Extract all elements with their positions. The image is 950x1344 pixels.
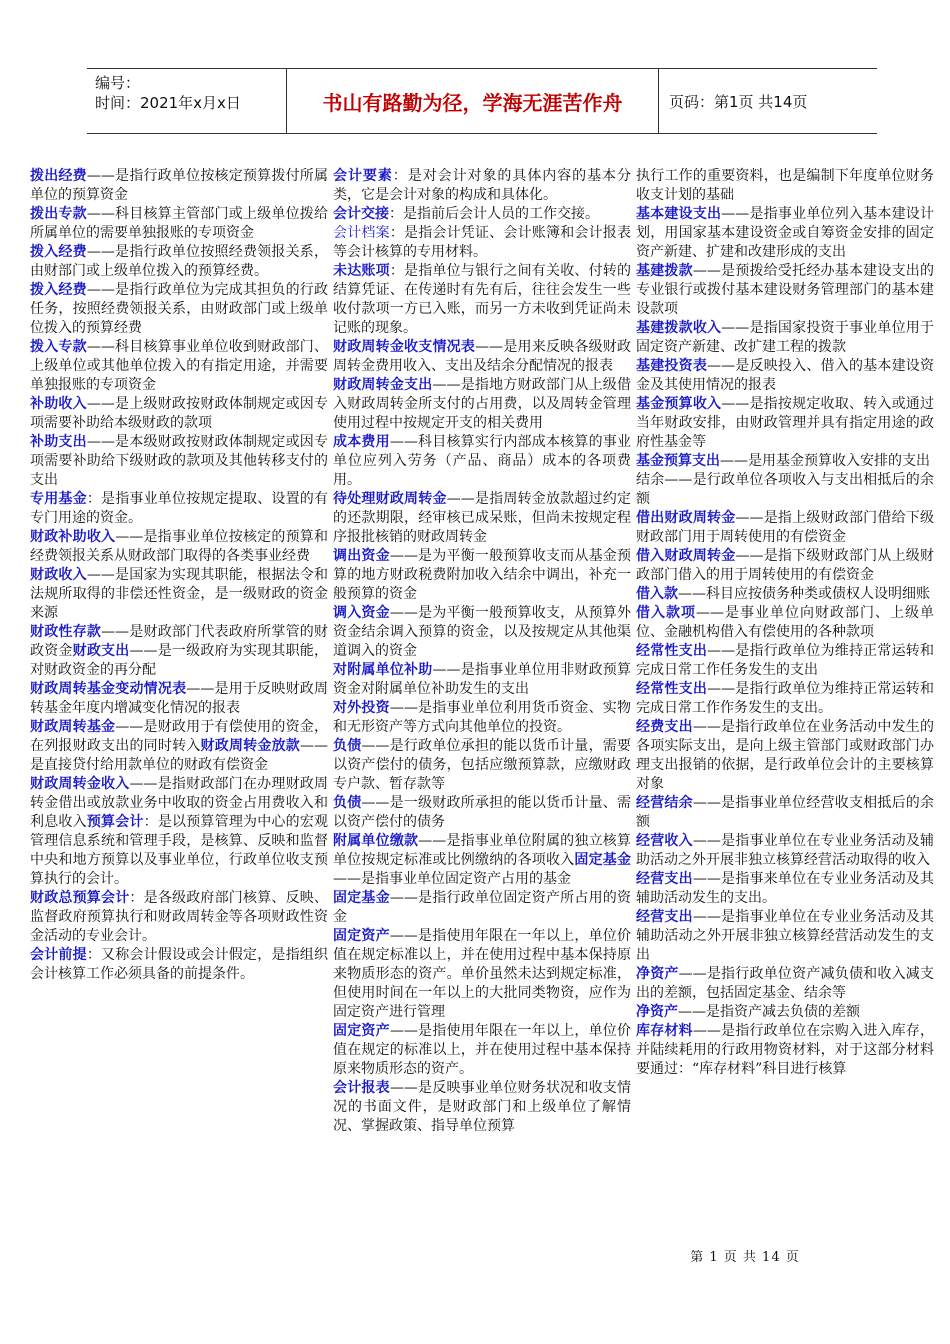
glossary-entry bbox=[30, 718, 328, 775]
glossary-definition: ——是为平衡一般预算收支，从预算外资金结余调入预算的资金，以及按规定从其他渠道调入的资金 bbox=[333, 605, 631, 659]
glossary-definition: ——是指事业单位用非财政预算资金对附属单位补助发生的支出 bbox=[333, 662, 631, 697]
glossary-term: 对外投资 bbox=[333, 700, 390, 716]
glossary-definition: ——是直接贷付给用款单位的财政有偿资金 bbox=[30, 738, 328, 773]
glossary-entry bbox=[636, 509, 934, 547]
document-time-label: 时间：2021年x月x日 bbox=[95, 94, 241, 112]
glossary-definition: ——是指事业单位列入基本建设计划，用国家基本建设资金或自筹资金安排的固定资产新建、扩建和改建形成的支出 bbox=[636, 206, 934, 260]
glossary-column-1 bbox=[30, 167, 328, 1217]
glossary-entry bbox=[30, 338, 328, 395]
glossary-entry bbox=[30, 433, 328, 490]
footer-page-number: 第 1 页 共 14 页 bbox=[690, 1250, 800, 1265]
glossary-entry bbox=[636, 680, 934, 718]
glossary-entry bbox=[636, 395, 934, 452]
glossary-entry bbox=[333, 832, 631, 889]
glossary-definition: ——是行政单位承担的能以货币计量，需要以资产偿付的债务，包括应缴预算款，应缴财政专户款、暂存款等 bbox=[333, 738, 631, 792]
glossary-definition: ——是指事业单位经营收支相抵后的余额 bbox=[636, 795, 934, 830]
glossary-entry bbox=[333, 1022, 631, 1079]
glossary-term: 经营支出 bbox=[636, 909, 693, 925]
glossary-term: 补助收入 bbox=[30, 396, 87, 412]
glossary-definition: ——是事业单位向财政部门、上级单位、金融机构借入有偿使用的各种款项 bbox=[636, 605, 934, 640]
glossary-term: 经费支出 bbox=[636, 719, 693, 735]
glossary-entry bbox=[333, 262, 631, 338]
glossary-definition: ——是用于反映财政周转基金年度内增减变化情况的报表 bbox=[30, 681, 328, 716]
glossary-definition: ——是上级财政按财政体制规定或因专项需要补助给本级财政的款项 bbox=[30, 396, 328, 431]
glossary-term: 固定资产 bbox=[333, 928, 390, 944]
header-page-label: 页码：第1页 共14页 bbox=[669, 92, 808, 111]
glossary-entry bbox=[30, 167, 328, 205]
glossary-term: 基建拨款 bbox=[636, 263, 693, 279]
glossary-definition: ——是指国家投资于事业单位用于固定资产新建、改扩建工程的拨款 bbox=[636, 320, 934, 355]
glossary-entry bbox=[30, 528, 328, 566]
glossary-entry bbox=[30, 281, 328, 338]
glossary-entry bbox=[333, 547, 631, 604]
glossary-term: 净资产 bbox=[636, 966, 679, 982]
glossary-entry bbox=[333, 604, 631, 661]
glossary-definition: ——是财政用于有偿使用的资金，在列报财政支出的同时转入 bbox=[30, 719, 328, 754]
glossary-entry bbox=[636, 262, 934, 319]
glossary-term: 专用基金 bbox=[30, 491, 87, 507]
glossary-column-3 bbox=[636, 167, 934, 1217]
glossary-entry bbox=[30, 490, 328, 528]
glossary-entry bbox=[333, 1079, 631, 1136]
glossary-definition: ——是反映投入、借入的基本建设资金及其使用情况的报表 bbox=[636, 358, 934, 393]
glossary-term: 基建投资表 bbox=[636, 358, 708, 374]
glossary-definition: ——是国家为实现其职能，根据法令和法规所取得的非偿还性资金，是一级财政的资金来源 bbox=[30, 567, 328, 621]
glossary-entry bbox=[333, 889, 631, 927]
glossary-entry bbox=[636, 965, 934, 1003]
glossary-definition: ——是指使用年限在一年以上，单位价值在规定标准以上，并在使用过程中基本保持原来物质形态的资产。单价虽然未达到规定标准，但使用时间在一年以上的大批同类物资，应作为固定资产进行管理 bbox=[333, 928, 631, 1020]
glossary-term: 库存材料 bbox=[636, 1023, 693, 1039]
glossary-term: 附属单位缴款 bbox=[333, 833, 419, 849]
page-header bbox=[87, 68, 877, 134]
glossary-entry bbox=[636, 585, 934, 604]
glossary-term: 财政周转金支出 bbox=[333, 377, 433, 393]
glossary-definition: ——是指按规定收取、转入或通过当年财政安排，由财政管理并具有指定用途的政府性基金等 bbox=[636, 396, 934, 450]
glossary-term: 预算会计 bbox=[86, 814, 144, 830]
glossary-entry bbox=[636, 832, 934, 870]
glossary-entry bbox=[333, 794, 631, 832]
glossary-definition: ：又称会计假设或会计假定，是指组织会计核算工作必须具备的前提条件。 bbox=[30, 947, 328, 982]
document-number-label: 编号： bbox=[95, 74, 141, 92]
glossary-definition: ——是指行政单位为完成其担负的行政任务，按照经费领报关系，由财政部门或上级单位拨入的预算经费 bbox=[30, 282, 328, 336]
glossary-term: 财政性存款 bbox=[30, 624, 102, 640]
glossary-term: 财政收入 bbox=[30, 567, 87, 583]
glossary-definition: ——是指周转金放款超过约定的还款期限，经审核已成呆账，但尚未按规定程序报批核销的财政周转金 bbox=[333, 491, 631, 545]
glossary-term: 基本建设支出 bbox=[636, 206, 722, 222]
glossary-term: 会计交接 bbox=[333, 206, 389, 222]
glossary-definition: 执行工作的重要资料，也是编制下年度单位财务收支计划的基础 bbox=[636, 168, 934, 203]
glossary-definition: ——是指行政单位在业务活动中发生的各项实际支出，是向上级主管部门或财政部门办理支出报销的依据，是行政单位会计的主要核算对象 bbox=[636, 719, 934, 792]
glossary-term: 未达账项 bbox=[333, 263, 390, 279]
glossary-entry bbox=[333, 433, 631, 490]
glossary-entry bbox=[636, 319, 934, 357]
glossary-term: 对附属单位补助 bbox=[333, 662, 433, 678]
glossary-entry bbox=[636, 870, 934, 908]
glossary-term: 成本费用 bbox=[333, 434, 390, 450]
glossary-definition: ——是指使用年限在一年以上，单位价值在规定的标准以上，并在使用过程中基本保持原来物质形态的资产。 bbox=[333, 1023, 631, 1077]
glossary-definition: ：是指会计凭证、会计账簿和会计报表等会计核算的专用材料。 bbox=[333, 225, 631, 260]
glossary-term: 借出财政周转金 bbox=[636, 510, 736, 526]
glossary-term: 会计要素 bbox=[333, 168, 393, 184]
glossary-term: 经营收入 bbox=[636, 833, 693, 849]
glossary-term: 调入资金 bbox=[333, 605, 390, 621]
glossary-definition: ——是指事业单位固定资产占用的基金 bbox=[333, 871, 571, 887]
glossary-definition: ——是指事来单位在专业业务活动及其辅助活动发生的支出。 bbox=[636, 871, 934, 906]
glossary-definition: ：是指前后会计人员的工作交接。 bbox=[389, 206, 599, 222]
glossary-definition: ——是反映事业单位财务状况和收支情况的书面文件，是财政部门和上级单位了解情况、掌握政策、指导单位预算 bbox=[333, 1080, 631, 1134]
glossary-definition: ——是指事业单位附属的独立核算单位按规定标准或比例缴纳的各项收入 bbox=[333, 833, 631, 868]
glossary-entry bbox=[333, 927, 631, 1022]
glossary-term: 基建拨款收入 bbox=[636, 320, 722, 336]
glossary-entry bbox=[333, 490, 631, 547]
glossary-definition: ——科目核算主管部门或上级单位拨给所属单位的需要单独报账的专项资金 bbox=[30, 206, 328, 241]
glossary-entry bbox=[636, 794, 934, 832]
glossary-definition: ——是指财政部门在办理财政周转金借出或放款业务中收取的资金占用费收入和利息收入 bbox=[30, 776, 328, 830]
glossary-term: 基金预算支出 bbox=[636, 453, 720, 469]
glossary-definition: ——是本级财政按财政体制规定或因专项需要补助给下级财政的款项及其他转移支付的支出 bbox=[30, 434, 328, 488]
glossary-definition: ——科目核算事业单位收到财政部门、上级单位或其他单位拨入的有指定用途，并需要单独报账的专项资金 bbox=[30, 339, 328, 393]
glossary-entry bbox=[30, 946, 328, 984]
glossary-term: 经常性支出 bbox=[636, 681, 708, 697]
glossary-entry bbox=[636, 1022, 934, 1079]
glossary-definition: ——是指行政单位固定资产所占用的资金 bbox=[333, 890, 631, 925]
glossary-entry bbox=[30, 775, 328, 889]
glossary-definition: ——是一级财政所承担的能以货币计量、需以资产偿付的债务 bbox=[333, 795, 631, 830]
glossary-definition: ——是指事业单位在专业业务活动及辅助活动之外开展非独立核算经营活动取得的收入 bbox=[636, 833, 934, 868]
glossary-definition: ：是对会计对象的具体内容的基本分类，它是会计对象的构成和具体化。 bbox=[333, 168, 631, 203]
glossary-definition: ——科目核算实行内部成本核算的事业单位应列入劳务（产品、商品）成本的各项费用。 bbox=[333, 434, 631, 488]
glossary-definition: ：是以预算管理为中心的宏观管理信息系统和管理手段，是核算、反映和监督中央和地方预算以及事业单位，行政单位收支预算执行的会计。 bbox=[30, 814, 328, 887]
glossary-entry bbox=[333, 205, 631, 224]
glossary-entry bbox=[30, 623, 328, 680]
glossary-definition: ：是指事业单位按规定提取、设置的有专门用途的资金。 bbox=[30, 491, 328, 526]
glossary-term: 待处理财政周转金 bbox=[333, 491, 447, 507]
glossary-entry bbox=[636, 357, 934, 395]
glossary-term: 会计档案 bbox=[333, 225, 390, 241]
glossary-definition: ——是指行政单位为维持正常运转和完成日常工作任务发生的支出 bbox=[636, 643, 934, 678]
glossary-entry bbox=[636, 642, 934, 680]
glossary-term: 经营结余 bbox=[636, 795, 693, 811]
glossary-definition: ——是为平衡一般预算收支而从基金预算的地方财政税费附加收入结余中调出，补充一般预算的资金 bbox=[333, 548, 631, 602]
glossary-term: 拨出专款 bbox=[30, 206, 87, 222]
glossary-entry bbox=[636, 604, 934, 642]
glossary-term: 借入款 bbox=[636, 586, 678, 602]
glossary-term: 拨入经费 bbox=[30, 282, 87, 298]
glossary-entry bbox=[636, 167, 934, 205]
glossary-entry bbox=[30, 889, 328, 946]
glossary-term: 财政周转金收入 bbox=[30, 776, 130, 792]
glossary-term: 借入款项 bbox=[636, 605, 696, 621]
glossary-term: 借入财政周转金 bbox=[636, 548, 736, 564]
glossary-entry bbox=[636, 471, 934, 509]
glossary-definition: ：是指单位与银行之间有关收、付转的结算凭证、在传递时有先有后，往往会发生一些收付款项一方已入账，而另一方未收到凭证尚未记账的现象。 bbox=[333, 263, 631, 336]
glossary-column-2 bbox=[333, 167, 631, 1217]
glossary-term: 财政周转基金变动情况表 bbox=[30, 681, 187, 697]
glossary-definition: ——是用来反映各级财政周转金费用收入、支出及结余分配情况的报表 bbox=[333, 339, 631, 374]
page-footer bbox=[0, 1246, 950, 1265]
glossary-term: 拨出经费 bbox=[30, 168, 87, 184]
glossary-term: 净资产 bbox=[636, 1004, 678, 1020]
glossary-term: 负债 bbox=[333, 738, 362, 754]
glossary-definition: ——是指下级财政部门从上级财政部门借入的用于周转使用的有偿资金 bbox=[636, 548, 934, 583]
glossary-columns bbox=[30, 167, 934, 1217]
glossary-definition: ：是各级政府部门核算、反映、监督政府预算执行和财政周转金等各项财政性资金活动的专业会计。 bbox=[30, 890, 328, 944]
glossary-definition: ——是指行政单位资产减负债和收入减支出的差额，包括固定基金、结余等 bbox=[636, 966, 934, 1001]
glossary-term: 经常性支出 bbox=[636, 643, 708, 659]
glossary-entry bbox=[30, 680, 328, 718]
glossary-term: 财政支出 bbox=[72, 643, 130, 659]
glossary-definition: ——是用基金预算收入安排的支出 bbox=[720, 453, 930, 469]
glossary-definition: ——是指上级财政部门借给下级财政部门用于周转使用的有偿资金 bbox=[636, 510, 934, 545]
glossary-entry bbox=[636, 1003, 934, 1022]
glossary-entry bbox=[636, 718, 934, 794]
glossary-term: 经营支出 bbox=[636, 871, 693, 887]
glossary-term: 会计前提 bbox=[30, 947, 87, 963]
glossary-entry bbox=[333, 167, 631, 205]
glossary-term: 固定基金 bbox=[574, 852, 631, 868]
glossary-term: 拨入经费 bbox=[30, 244, 87, 260]
glossary-entry bbox=[636, 547, 934, 585]
header-meta bbox=[87, 69, 287, 133]
header-motto: 书山有路勤为径，学海无涯苦作舟 bbox=[287, 69, 659, 133]
glossary-entry bbox=[30, 243, 328, 281]
glossary-definition: ——是预拨给受托经办基本建设支出的专业银行或拨付基本建设财务管理部门的基本建设款项 bbox=[636, 263, 934, 317]
glossary-definition: ——是一级政府为实现其职能，对财政资金的再分配 bbox=[30, 643, 328, 678]
glossary-entry bbox=[333, 224, 631, 262]
glossary-entry bbox=[636, 452, 934, 471]
glossary-term: 固定基金 bbox=[333, 890, 390, 906]
glossary-entry bbox=[333, 376, 631, 433]
glossary-term: 固定资产 bbox=[333, 1023, 390, 1039]
glossary-term: 会计报表 bbox=[333, 1080, 390, 1096]
glossary-definition: ——是指事业单位利用货币资金、实物和无形资产等方式向其他单位的投资。 bbox=[333, 700, 631, 735]
glossary-term: 基金预算收入 bbox=[636, 396, 722, 412]
glossary-definition: ——科目应按债务种类或债权人设明细账 bbox=[678, 586, 930, 602]
glossary-definition: ——是指资产减去负债的差额 bbox=[678, 1004, 860, 1020]
glossary-entry bbox=[333, 699, 631, 737]
glossary-term: 拨入专款 bbox=[30, 339, 87, 355]
glossary-definition: 结余——是行政单位各项收入与支出相抵后的余额 bbox=[636, 472, 934, 507]
glossary-definition: ——是指地方财政部门从上级借入财政周转金所支付的占用费，以及周转金管理使用过程中按规定开支的相关费用 bbox=[333, 377, 631, 431]
glossary-entry bbox=[30, 205, 328, 243]
glossary-entry bbox=[30, 395, 328, 433]
glossary-definition: ——是财政部门代表政府所掌管的财政资金 bbox=[30, 624, 328, 659]
glossary-term: 财政周转金放款 bbox=[200, 738, 301, 754]
glossary-term: 补助支出 bbox=[30, 434, 87, 450]
glossary-entry bbox=[333, 737, 631, 794]
glossary-term: 调出资金 bbox=[333, 548, 390, 564]
glossary-definition: ——是指行政单位为维持正常运转和完成日常工作作务发生的支出。 bbox=[636, 681, 934, 716]
glossary-entry bbox=[636, 908, 934, 965]
glossary-term: 财政补助收入 bbox=[30, 529, 116, 545]
glossary-definition: ——是指事业单位按核定的预算和经费领报关系从财政部门取得的各类事业经费 bbox=[30, 529, 328, 564]
glossary-entry bbox=[333, 661, 631, 699]
glossary-entry bbox=[333, 338, 631, 376]
glossary-entry bbox=[636, 205, 934, 262]
glossary-definition: ——是指事业单位在专业业务活动及其辅助活动之外开展非独立核算经营活动发生的支出 bbox=[636, 909, 934, 963]
glossary-entry bbox=[30, 566, 328, 623]
glossary-term: 财政周转基金 bbox=[30, 719, 116, 735]
glossary-term: 负债 bbox=[333, 795, 362, 811]
glossary-definition: ——是指行政单位在宗购入进入库存，并陆续耗用的行政用物资材料，对于这部分材料要通过：“库存材料”科目进行核算 bbox=[636, 1023, 934, 1077]
glossary-term: 财政总预算会计 bbox=[30, 890, 130, 906]
glossary-definition: ——是指行政单位按照经费领报关系，由财部门或上级单位拨入的预算经费。 bbox=[30, 244, 328, 279]
glossary-definition: ——是指行政单位按核定预算拨付所属单位的预算资金 bbox=[30, 168, 328, 203]
glossary-term: 财政周转金收支情况表 bbox=[333, 339, 476, 355]
